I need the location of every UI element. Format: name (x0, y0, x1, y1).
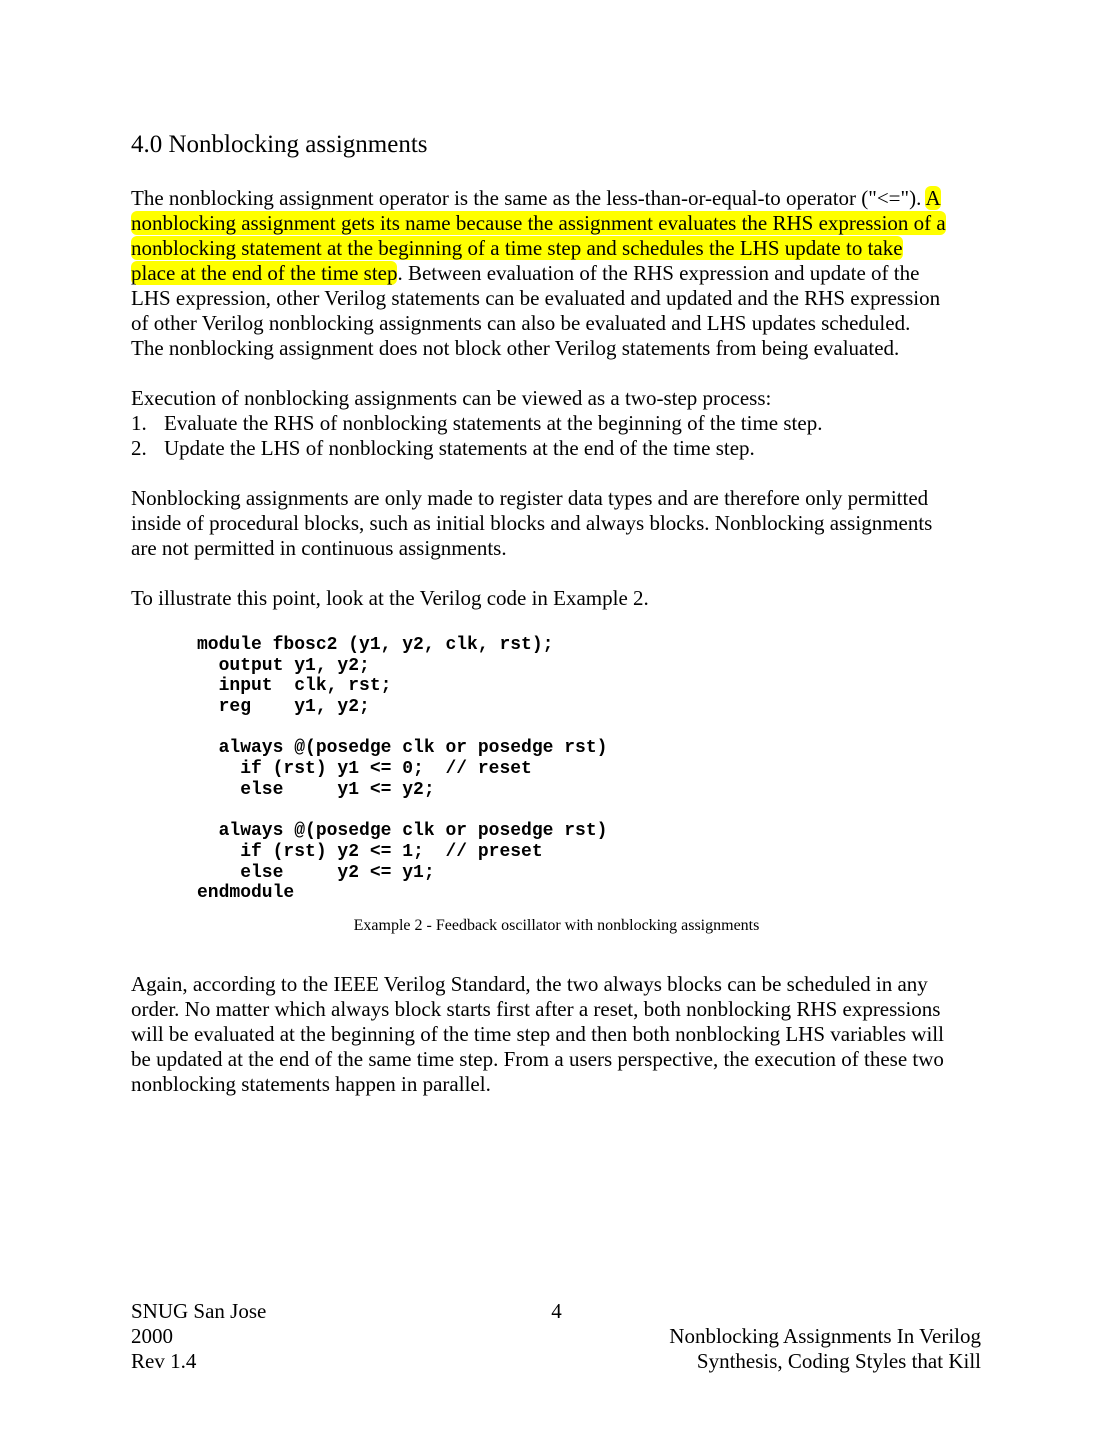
code-line: always @(posedge clk or posedge rst) (197, 821, 608, 842)
text-segment: LHS expression, other Verilog statements can be evaluated and updated and the RHS expression (131, 286, 941, 310)
text-line (131, 186, 946, 211)
paragraph-illustrate (131, 586, 649, 611)
list-text: Evaluate the RHS of nonblocking statements at the beginning of the time step. (164, 411, 823, 435)
illustrate-text: To illustrate this point, look at the Verilog code in Example 2. (131, 586, 649, 610)
code-line (197, 718, 607, 739)
paragraph-nonblocking-definition (131, 186, 946, 361)
process-intro: Execution of nonblocking assignments can be viewed as a two-step process: (131, 386, 772, 410)
code-line: if (rst) y1 <= 0; // reset (197, 759, 532, 780)
highlighted-text: A (925, 186, 941, 210)
list-text: Update the LHS of nonblocking statements at the end of the time step. (164, 436, 755, 460)
footer-line: Rev 1.4 (131, 1349, 197, 1373)
text-line (131, 336, 946, 361)
code-line: endmodule (197, 883, 295, 904)
footer-line: Synthesis, Coding Styles that Kill (696, 1349, 981, 1373)
code-line: else y2 <= y1; (197, 862, 435, 883)
text-line (131, 211, 946, 236)
text-segment: . Between evaluation of the RHS expression and update of the (397, 261, 920, 285)
code-line (197, 801, 607, 822)
text-line: are not permitted in continuous assignments. (131, 536, 507, 560)
list-item (131, 411, 822, 436)
code-line: always @(posedge clk or posedge rst) (197, 738, 608, 759)
text-line: inside of procedural blocks, such as initial blocks and always blocks. Nonblocking assignments (131, 511, 933, 535)
text-line: order. No matter which always block starts first after a reset, both nonblocking RHS expressions (131, 997, 941, 1021)
footer-right (669, 1324, 981, 1374)
code-line: reg y1, y2; (197, 697, 370, 718)
page-number: 4 (551, 1299, 562, 1323)
code-line: if (rst) y2 <= 1; // preset (197, 841, 543, 862)
code-example (197, 635, 607, 904)
text-line: Nonblocking assignments are only made to register data types and are therefore only permitted (131, 486, 929, 510)
text-segment: The nonblocking assignment does not block other Verilog statements from being evaluated. (131, 336, 900, 360)
highlighted-text: place at the end of the time step (131, 261, 398, 285)
text-line: will be evaluated at the beginning of the time step and then both nonblocking LHS variables will (131, 1022, 944, 1046)
text-line: be updated at the end of the same time step. From a users perspective, the execution of these two (131, 1047, 944, 1071)
paragraph-two-step-process (131, 386, 822, 461)
figure-caption: Example 2 - Feedback oscillator with nonblocking assignments (353, 917, 760, 934)
text-segment: The nonblocking assignment operator is the same as the less-than-or-equal-to operator ("<="). (131, 186, 926, 210)
paragraph-register-types (131, 486, 932, 561)
list-number: 2. (131, 436, 147, 460)
code-line: input clk, rst; (197, 676, 392, 697)
text-line (131, 236, 946, 261)
highlighted-text: nonblocking statement at the beginning of a time step and schedules the LHS update to take (131, 236, 903, 260)
section-heading: 4.0 Nonblocking assignments (131, 131, 428, 158)
code-line: module fbosc2 (y1, y2, clk, rst); (197, 635, 554, 655)
text-line: nonblocking statements happen in parallel. (131, 1072, 491, 1096)
code-line: else y1 <= y2; (197, 779, 435, 800)
footer-line: 2000 (131, 1324, 173, 1348)
text-line: Again, according to the IEEE Verilog Standard, the two always blocks can be scheduled in any (131, 972, 928, 996)
text-line (131, 311, 946, 336)
highlighted-text: nonblocking assignment gets its name because the assignment evaluates the RHS expression of a (131, 211, 946, 235)
list-number: 1. (131, 411, 147, 435)
footer-line: SNUG San Jose (131, 1299, 267, 1323)
footer-line: Nonblocking Assignments In Verilog (669, 1324, 981, 1348)
text-segment: of other Verilog nonblocking assignments can also be evaluated and LHS updates scheduled. (131, 311, 911, 335)
text-line (131, 261, 946, 286)
list-item (131, 436, 822, 461)
footer-page-number (0, 1299, 1113, 1324)
paragraph-parallel-execution (131, 972, 944, 1097)
text-line (131, 286, 946, 311)
code-line: output y1, y2; (197, 655, 370, 676)
